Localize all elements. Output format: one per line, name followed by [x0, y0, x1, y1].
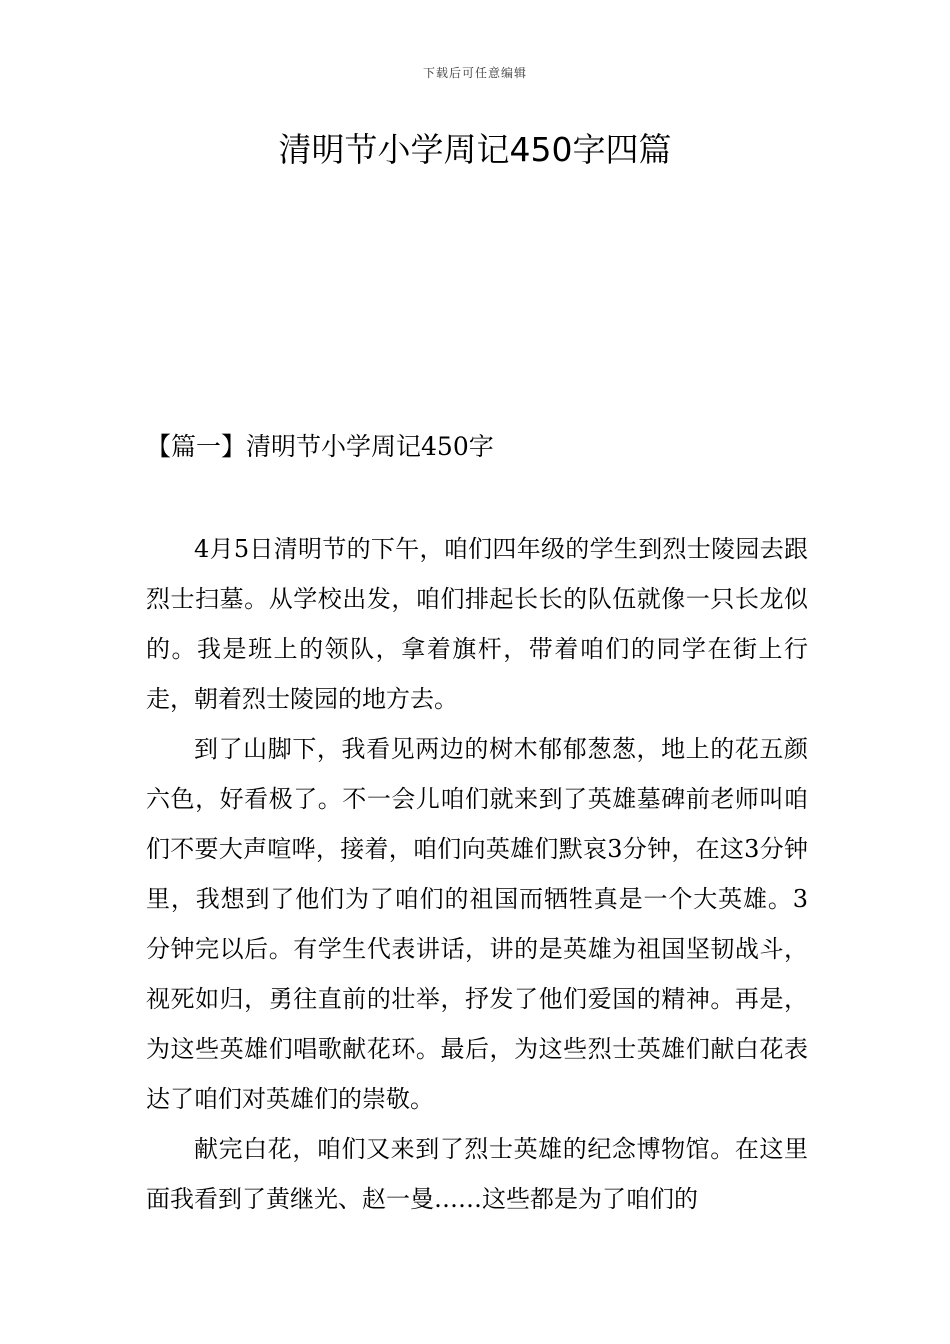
- paragraph: 献完白花，咱们又来到了烈士英雄的纪念博物馆。在这里面我看到了黄继光、赵一曼……这些都是为了咱们的: [146, 1135, 808, 1213]
- section-heading: 【篇一】清明节小学周记450字: [146, 432, 494, 461]
- body-text: [146, 524, 808, 1224]
- header-note: 下载后可任意编辑: [422, 66, 527, 80]
- paragraph: 4月5日清明节的下午，咱们四年级的学生到烈士陵园去跟烈士扫墓。从学校出发，咱们排起长长的队伍就像一只长龙似的。我是班上的领队，拿着旗杆，带着咱们的同学在街上行走，朝着烈士陵园的地方去。: [146, 535, 808, 713]
- paragraph: 到了山脚下，我看见两边的树木郁郁葱葱，地上的花五颜六色，好看极了。不一会儿咱们就来到了英雄墓碑前老师叫咱们不要大声喧哗，接着，咱们向英雄们默哀3分钟，在这3分钟里，我想到了他们为了咱们的祖国而牺牲真是一个大英雄。3分钟完以后。有学生代表讲话，讲的是英雄为祖国坚韧战斗，视死如归，勇往直前的壮举，抒发了他们爱国的精神。再是，为这些英雄们唱歌献花环。最后，为这些烈士英雄们献白花表达了咱们对英雄们的崇敬。: [146, 735, 808, 1113]
- document-title: 清明节小学周记450字四篇: [278, 130, 672, 169]
